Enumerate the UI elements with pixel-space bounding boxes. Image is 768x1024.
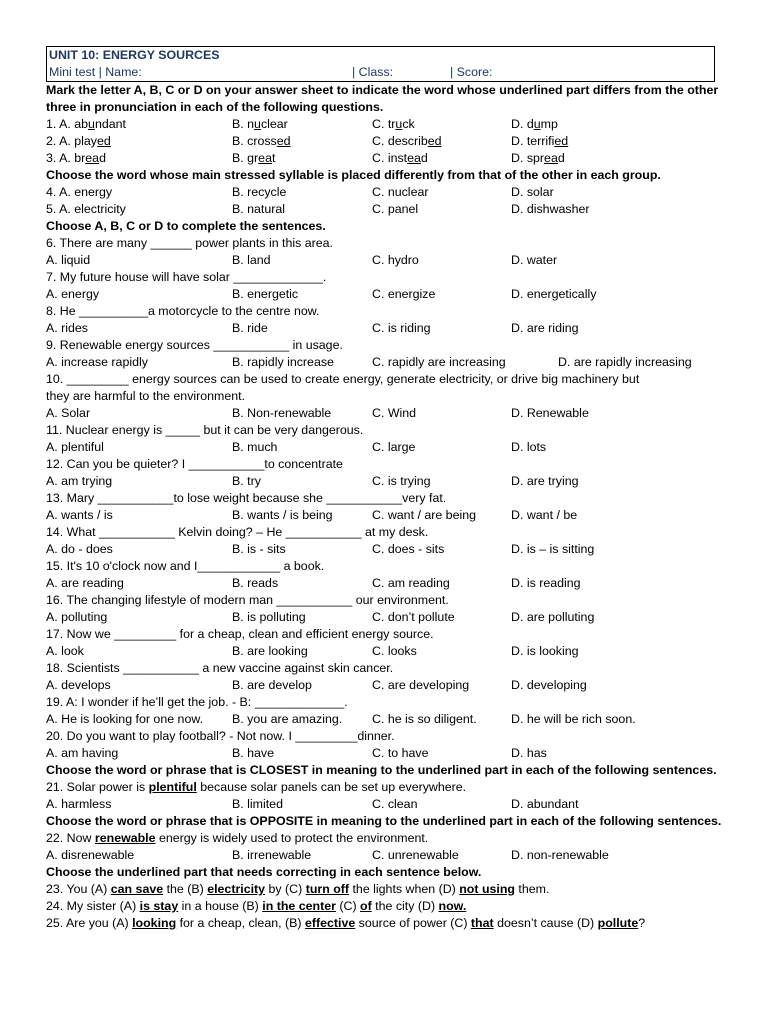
option-a: A. are reading	[46, 576, 124, 590]
option-b: B. limited	[232, 797, 283, 811]
option-a: A. harmless	[46, 797, 112, 811]
option-c: C. large	[372, 440, 416, 454]
option-a: A. energy	[46, 287, 100, 301]
option-c: C. instead	[372, 151, 428, 165]
option-a: A. liquid	[46, 253, 91, 267]
question-13-options	[46, 507, 728, 524]
question-13-stem: 13. Mary ___________to lose weight because she ___________very fat.	[46, 491, 447, 505]
option-a: 4. A. energy	[46, 185, 113, 199]
question-10-options	[46, 405, 728, 422]
option-c: C. are developing	[372, 678, 470, 692]
option-d: D. developing	[511, 678, 587, 692]
question-21-options	[46, 796, 728, 813]
option-d: D. is reading	[511, 576, 581, 590]
option-c: C. clean	[372, 797, 418, 811]
option-d: D. energetically	[511, 287, 597, 301]
question-7-stem: 7. My future house will have solar _____________.	[46, 270, 327, 284]
option-d: D. has	[511, 746, 547, 760]
option-d: D. water	[511, 253, 558, 267]
option-c: C. is trying	[372, 474, 431, 488]
option-c: C. want / are being	[372, 508, 477, 522]
option-d: D. dishwasher	[511, 202, 590, 216]
option-c: C. hydro	[372, 253, 419, 267]
option-c: C. energize	[372, 287, 436, 301]
option-c: C. does - sits	[372, 542, 445, 556]
option-b: B. try	[232, 474, 261, 488]
option-d: D. non-renewable	[511, 848, 609, 862]
section-instruction-correcting: Choose the underlined part that needs correcting in each sentence below.	[46, 865, 482, 879]
underlined-word: renewable	[94, 831, 156, 845]
unit-title: UNIT 10: ENERGY SOURCES	[49, 48, 220, 62]
option-d: D. want / be	[511, 508, 578, 522]
option-a: A. do - does	[46, 542, 113, 556]
question-21-stem: 21. Solar power is plentiful because solar panels can be set up everywhere.	[46, 780, 467, 794]
option-c: C. unrenewable	[372, 848, 459, 862]
option-b: B. land	[232, 253, 271, 267]
question-20-stem: 20. Do you want to play football? - Not now. I _________dinner.	[46, 729, 395, 743]
question-4-options	[46, 184, 728, 201]
question-5-options	[46, 201, 728, 218]
option-c: C. don’t pollute	[372, 610, 455, 624]
option-b: B. is polluting	[232, 610, 306, 624]
option-a: A. am having	[46, 746, 119, 760]
question-22-options	[46, 847, 728, 864]
header-box	[46, 46, 715, 82]
question-1-options	[46, 116, 728, 133]
option-a: 5. A. electricity	[46, 202, 126, 216]
option-b: B. natural	[232, 202, 286, 216]
section-instruction-opposite: Choose the word or phrase that is OPPOSITE in meaning to the underlined part in each of the following sentences.	[46, 814, 722, 828]
option-c: C. described	[372, 134, 442, 148]
option-c: C. am reading	[372, 576, 450, 590]
section-instruction-stress: Choose the word whose main stressed syllable is placed differently from that of the other in each group.	[46, 168, 661, 182]
option-c: C. Wind	[372, 406, 417, 420]
option-d: D. are riding	[511, 321, 579, 335]
option-b: B. recycle	[232, 185, 287, 199]
option-c: C. rapidly are increasing	[372, 355, 506, 369]
option-a: A. disrenewable	[46, 848, 135, 862]
option-b: B. you are amazing.	[232, 712, 343, 726]
question-15-stem: 15. It's 10 o'clock now and I____________ a book.	[46, 559, 325, 573]
option-c: C. to have	[372, 746, 429, 760]
option-b: B. crossed	[232, 134, 291, 148]
option-d: D. solar	[511, 185, 554, 199]
question-8-stem: 8. He __________a motorcycle to the centre now.	[46, 304, 320, 318]
question-12-options	[46, 473, 728, 490]
question-20-options	[46, 745, 728, 762]
option-d: D. spread	[511, 151, 565, 165]
question-14-stem: 14. What ___________ Kelvin doing? – He ___________ at my desk.	[46, 525, 429, 539]
option-d: D. he will be rich soon.	[511, 712, 636, 726]
question-10-stem-continued: they are harmful to the environment.	[46, 389, 246, 403]
section-instruction-pronunciation: Mark the letter A, B, C or D on your answer sheet to indicate the word whose underlined part differs from the other three in pronunciation in each of the following questions.	[46, 83, 719, 114]
question-2-options	[46, 133, 728, 150]
question-18-stem: 18. Scientists ___________ a new vaccine against skin cancer.	[46, 661, 394, 675]
question-24: 24. My sister (A) is stay in a house (B) in the center (C) of the city (D) now.	[46, 899, 467, 913]
option-c: C. truck	[372, 117, 415, 131]
option-c: C. looks	[372, 644, 417, 658]
option-b: B. wants / is being	[232, 508, 333, 522]
option-b: B. great	[232, 151, 276, 165]
option-b: B. nuclear	[232, 117, 288, 131]
option-a: A. plentiful	[46, 440, 104, 454]
name-field-label: Mini test | Name:	[49, 65, 142, 79]
question-7-options	[46, 286, 728, 303]
question-15-options	[46, 575, 728, 592]
option-d: D. is looking	[511, 644, 579, 658]
question-25: 25. Are you (A) looking for a cheap, clean, (B) effective source of power (C) that doesn’t cause (D) pollute?	[46, 916, 646, 930]
question-19-options	[46, 711, 728, 728]
option-a: A. wants / is	[46, 508, 113, 522]
section-instruction-complete: Choose A, B, C or D to complete the sentences.	[46, 219, 326, 233]
option-a: A. Solar	[46, 406, 91, 420]
option-b: B. rapidly increase	[232, 355, 334, 369]
question-11-stem: 11. Nuclear energy is _____ but it can be very dangerous.	[46, 423, 364, 437]
option-a: A. develops	[46, 678, 111, 692]
option-b: B. irrenewable	[232, 848, 312, 862]
question-3-options	[46, 150, 728, 167]
option-a: A. increase rapidly	[46, 355, 148, 369]
option-b: B. are looking	[232, 644, 308, 658]
question-6-stem: 6. There are many ______ power plants in this area.	[46, 236, 333, 250]
option-a: 2. A. played	[46, 134, 111, 148]
option-a: A. He is looking for one now.	[46, 712, 204, 726]
question-8-options	[46, 320, 728, 337]
question-18-options	[46, 677, 728, 694]
option-d: D. terrified	[511, 134, 569, 148]
option-b: B. energetic	[232, 287, 299, 301]
option-a: A. look	[46, 644, 84, 658]
question-9-stem: 9. Renewable energy sources ___________ in usage.	[46, 338, 343, 352]
question-14-options	[46, 541, 728, 558]
option-d: D. abundant	[511, 797, 579, 811]
underlined-word: plentiful	[148, 780, 197, 794]
option-b: B. Non-renewable	[232, 406, 332, 420]
option-a: 3. A. bread	[46, 151, 106, 165]
option-d: D. Renewable	[511, 406, 589, 420]
question-19-stem: 19. A: I wonder if he’ll get the job. - B: _____________.	[46, 695, 348, 709]
option-b: B. have	[232, 746, 275, 760]
option-b: B. is - sits	[232, 542, 286, 556]
question-22-stem: 22. Now renewable energy is widely used to protect the environment.	[46, 831, 429, 845]
option-b: B. much	[232, 440, 278, 454]
option-c: C. panel	[372, 202, 419, 216]
option-d: D. is – is sitting	[511, 542, 595, 556]
question-12-stem: 12. Can you be quieter? I ___________to concentrate	[46, 457, 343, 471]
option-a: A. polluting	[46, 610, 108, 624]
option-a: A. rides	[46, 321, 89, 335]
option-d: D. are polluting	[511, 610, 595, 624]
option-a: A. am trying	[46, 474, 113, 488]
class-field-label: | Class:	[352, 65, 394, 79]
question-9-options	[46, 354, 728, 371]
question-6-options	[46, 252, 728, 269]
question-16-stem: 16. The changing lifestyle of modern man ___________ our environment.	[46, 593, 449, 607]
question-23: 23. You (A) can save the (B) electricity by (C) turn off the lights when (D) not using them.	[46, 882, 550, 896]
question-11-options	[46, 439, 728, 456]
option-c: C. nuclear	[372, 185, 429, 199]
option-d: D. are rapidly increasing	[558, 355, 692, 369]
option-b: B. reads	[232, 576, 279, 590]
question-10-stem: 10. _________ energy sources can be used to create energy, generate electricity, or drive big machinery but	[46, 372, 640, 386]
option-d: D. dump	[511, 117, 558, 131]
question-17-stem: 17. Now we _________ for a cheap, clean and efficient energy source.	[46, 627, 434, 641]
option-c: C. is riding	[372, 321, 431, 335]
option-d: D. lots	[511, 440, 547, 454]
option-b: B. are develop	[232, 678, 312, 692]
question-16-options	[46, 609, 728, 626]
header-fields	[47, 64, 714, 81]
section-instruction-closest: Choose the word or phrase that is CLOSEST in meaning to the underlined part in each of the following sentences.	[46, 763, 717, 777]
option-b: B. ride	[232, 321, 268, 335]
question-17-options	[46, 643, 728, 660]
option-d: D. are trying	[511, 474, 579, 488]
option-a: 1. A. abundant	[46, 117, 126, 131]
score-field-label: | Score:	[450, 65, 493, 79]
option-c: C. he is so diligent.	[372, 712, 477, 726]
